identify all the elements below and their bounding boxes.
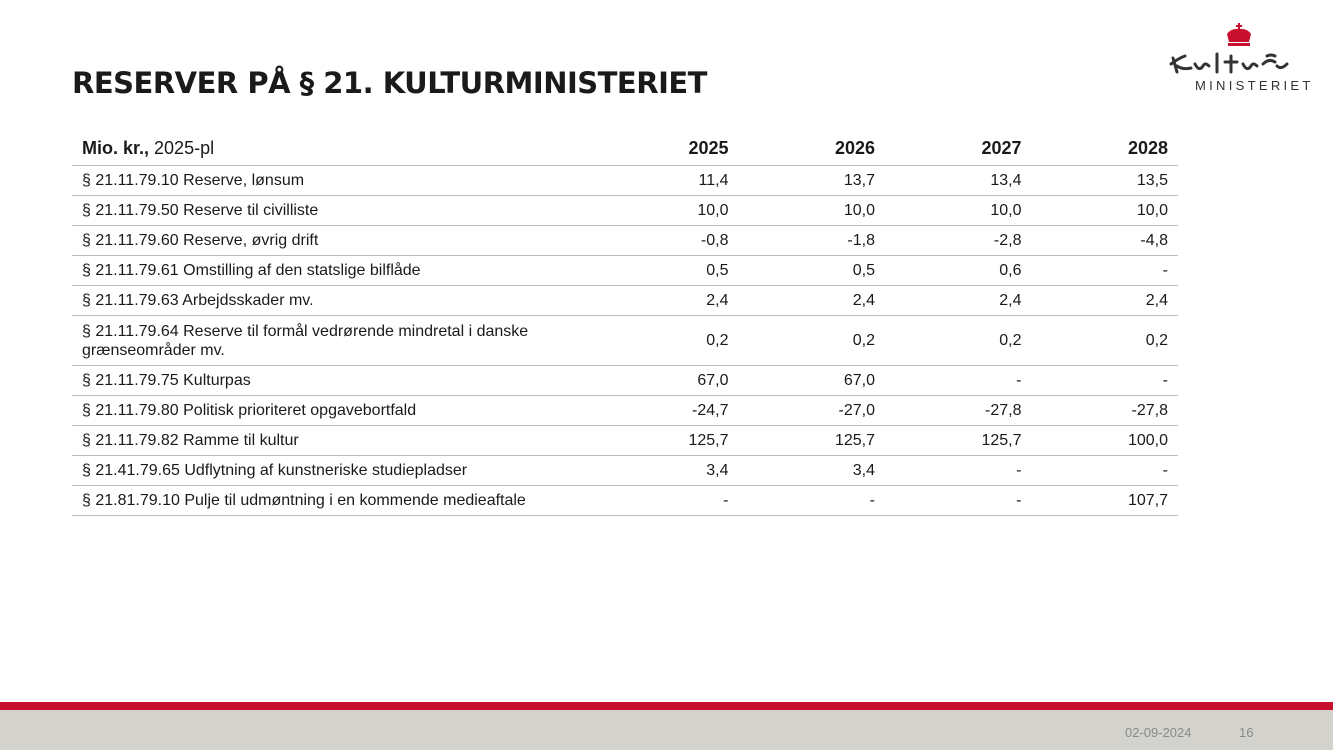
table-row — [72, 226, 1178, 256]
year-header: 2025 — [592, 132, 739, 166]
table-header-row — [72, 132, 1178, 166]
unit-header — [72, 132, 592, 166]
value-cell: 0,5 — [739, 256, 886, 286]
value-cell: 10,0 — [885, 196, 1032, 226]
value-cell: 100,0 — [1032, 426, 1179, 456]
value-cell: 0,2 — [592, 316, 739, 366]
crown-icon — [1165, 20, 1315, 80]
row-label: § 21.81.79.10 Pulje til udmøntning i en kommende medieaftale — [72, 486, 592, 516]
value-cell: -27,8 — [1032, 396, 1179, 426]
value-cell: - — [1032, 366, 1179, 396]
value-cell: - — [885, 486, 1032, 516]
value-cell: 2,4 — [885, 286, 1032, 316]
table-row — [72, 366, 1178, 396]
value-cell: 0,2 — [1032, 316, 1179, 366]
year-header: 2028 — [1032, 132, 1179, 166]
value-cell: 13,4 — [885, 166, 1032, 196]
value-cell: 0,2 — [885, 316, 1032, 366]
value-cell: 2,4 — [592, 286, 739, 316]
value-cell: - — [1032, 256, 1179, 286]
row-label: § 21.11.79.64 Reserve til formål vedrørende mindretal i danske grænseområder mv. — [72, 316, 592, 366]
table-row — [72, 316, 1178, 366]
value-cell: - — [885, 366, 1032, 396]
value-cell: - — [1032, 456, 1179, 486]
value-cell: - — [592, 486, 739, 516]
year-header: 2026 — [739, 132, 886, 166]
value-cell: 13,7 — [739, 166, 886, 196]
year-header: 2027 — [885, 132, 1032, 166]
row-label: § 21.11.79.60 Reserve, øvrig drift — [72, 226, 592, 256]
table-row — [72, 396, 1178, 426]
reserves-table — [72, 132, 1178, 516]
row-label: § 21.11.79.50 Reserve til civilliste — [72, 196, 592, 226]
row-label: § 21.11.79.80 Politisk prioriteret opgavebortfald — [72, 396, 592, 426]
row-label: § 21.11.79.63 Arbejdsskader mv. — [72, 286, 592, 316]
footer-date: 02-09-2024 — [1125, 725, 1192, 740]
value-cell: 10,0 — [739, 196, 886, 226]
value-cell: 125,7 — [885, 426, 1032, 456]
table-row — [72, 286, 1178, 316]
value-cell: -4,8 — [1032, 226, 1179, 256]
value-cell: 13,5 — [1032, 166, 1179, 196]
table-row — [72, 426, 1178, 456]
value-cell: - — [885, 456, 1032, 486]
table-row — [72, 196, 1178, 226]
value-cell: 0,6 — [885, 256, 1032, 286]
value-cell: 67,0 — [592, 366, 739, 396]
value-cell: -24,7 — [592, 396, 739, 426]
value-cell: 10,0 — [1032, 196, 1179, 226]
value-cell: -2,8 — [885, 226, 1032, 256]
row-label: § 21.41.79.65 Udflytning af kunstneriske studiepladser — [72, 456, 592, 486]
value-cell: 125,7 — [739, 426, 886, 456]
value-cell: 125,7 — [592, 426, 739, 456]
slide-title: RESERVER PÅ § 21. KULTURMINISTERIET — [72, 66, 707, 100]
value-cell: 3,4 — [739, 456, 886, 486]
row-label: § 21.11.79.10 Reserve, lønsum — [72, 166, 592, 196]
value-cell: 0,2 — [739, 316, 886, 366]
row-label: § 21.11.79.82 Ramme til kultur — [72, 426, 592, 456]
value-cell: 10,0 — [592, 196, 739, 226]
page-number: 16 — [1239, 725, 1254, 740]
unit-label-price-level: 2025-pl — [149, 138, 215, 158]
value-cell: 107,7 — [1032, 486, 1179, 516]
logo-text: MINISTERIET — [1195, 78, 1314, 93]
value-cell: -0,8 — [592, 226, 739, 256]
value-cell: 2,4 — [1032, 286, 1179, 316]
unit-label-bold: Mio. kr., — [82, 138, 150, 158]
value-cell: 3,4 — [592, 456, 739, 486]
table-row — [72, 456, 1178, 486]
value-cell: -27,0 — [739, 396, 886, 426]
value-cell: 67,0 — [739, 366, 886, 396]
value-cell: - — [739, 486, 886, 516]
table-row — [72, 486, 1178, 516]
table-row — [72, 256, 1178, 286]
value-cell: 11,4 — [592, 166, 739, 196]
row-label: § 21.11.79.61 Omstilling af den statslige bilflåde — [72, 256, 592, 286]
value-cell: 0,5 — [592, 256, 739, 286]
kulturministeriet-logo — [1165, 20, 1315, 100]
value-cell: -27,8 — [885, 396, 1032, 426]
value-cell: 2,4 — [739, 286, 886, 316]
value-cell: -1,8 — [739, 226, 886, 256]
footer-accent-bar — [0, 702, 1333, 710]
row-label: § 21.11.79.75 Kulturpas — [72, 366, 592, 396]
table-row — [72, 166, 1178, 196]
